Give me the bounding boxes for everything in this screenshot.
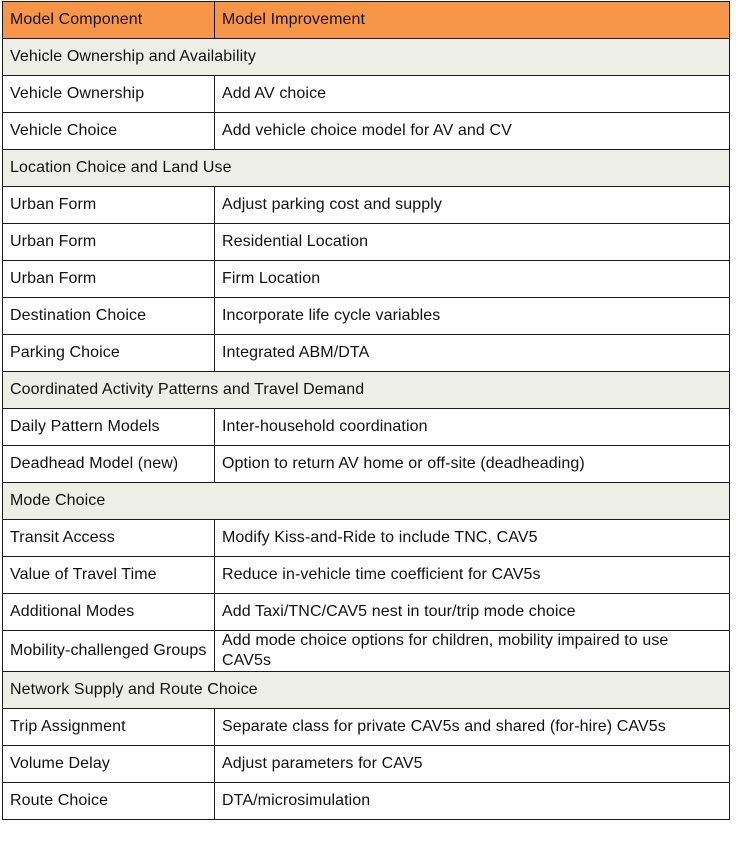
table-row (3, 298, 730, 335)
table-row (3, 261, 730, 298)
table-row (3, 76, 730, 113)
model-component-cell: Urban Form (3, 224, 215, 261)
model-component-cell: Route Choice (3, 783, 215, 820)
model-component-cell: Daily Pattern Models (3, 409, 215, 446)
section-row (3, 372, 730, 409)
section-label: Coordinated Activity Patterns and Travel Demand (3, 372, 730, 409)
table-body (3, 39, 730, 820)
model-improvement-cell: Option to return AV home or off-site (deadheading) (215, 446, 730, 483)
model-improvement-cell: Separate class for private CAV5s and shared (for-hire) CAV5s (215, 709, 730, 746)
section-label: Mode Choice (3, 483, 730, 520)
model-improvement-cell: DTA/microsimulation (215, 783, 730, 820)
column-header-model-component: Model Component (3, 2, 215, 39)
model-improvement-cell: Firm Location (215, 261, 730, 298)
model-improvements-table (2, 1, 730, 820)
model-improvement-cell: Adjust parking cost and supply (215, 187, 730, 224)
model-component-cell: Mobility-challenged Groups (3, 631, 215, 672)
model-component-cell: Deadhead Model (new) (3, 446, 215, 483)
section-row (3, 39, 730, 76)
model-component-cell: Urban Form (3, 261, 215, 298)
model-component-cell: Additional Modes (3, 594, 215, 631)
model-improvement-cell: Reduce in-vehicle time coefficient for CAV5s (215, 557, 730, 594)
model-component-cell: Vehicle Choice (3, 113, 215, 150)
model-improvement-cell: Add mode choice options for children, mobility impaired to use CAV5s (215, 631, 730, 672)
section-row (3, 150, 730, 187)
table-row (3, 783, 730, 820)
model-improvement-cell: Add Taxi/TNC/CAV5 nest in tour/trip mode choice (215, 594, 730, 631)
table-row (3, 335, 730, 372)
model-improvement-cell: Add vehicle choice model for AV and CV (215, 113, 730, 150)
table-row (3, 113, 730, 150)
model-component-cell: Volume Delay (3, 746, 215, 783)
model-improvement-cell: Adjust parameters for CAV5 (215, 746, 730, 783)
section-row (3, 483, 730, 520)
table-row (3, 746, 730, 783)
header-row (3, 2, 730, 39)
table-row (3, 187, 730, 224)
model-component-cell: Vehicle Ownership (3, 76, 215, 113)
table-row (3, 631, 730, 672)
section-label: Vehicle Ownership and Availability (3, 39, 730, 76)
model-component-cell: Destination Choice (3, 298, 215, 335)
model-improvement-cell: Inter-household coordination (215, 409, 730, 446)
model-improvement-cell: Incorporate life cycle variables (215, 298, 730, 335)
section-label: Network Supply and Route Choice (3, 672, 730, 709)
column-header-model-improvement: Model Improvement (215, 2, 730, 39)
model-component-cell: Parking Choice (3, 335, 215, 372)
table-row (3, 557, 730, 594)
table-row (3, 594, 730, 631)
model-improvement-cell: Integrated ABM/DTA (215, 335, 730, 372)
table-row (3, 409, 730, 446)
model-component-cell: Transit Access (3, 520, 215, 557)
model-component-cell: Urban Form (3, 187, 215, 224)
table-row (3, 709, 730, 746)
table-row (3, 520, 730, 557)
model-improvement-cell: Add AV choice (215, 76, 730, 113)
section-row (3, 672, 730, 709)
model-component-cell: Value of Travel Time (3, 557, 215, 594)
table-row (3, 224, 730, 261)
model-improvement-cell: Modify Kiss-and-Ride to include TNC, CAV5 (215, 520, 730, 557)
model-component-cell: Trip Assignment (3, 709, 215, 746)
table-row (3, 446, 730, 483)
section-label: Location Choice and Land Use (3, 150, 730, 187)
model-improvement-cell: Residential Location (215, 224, 730, 261)
